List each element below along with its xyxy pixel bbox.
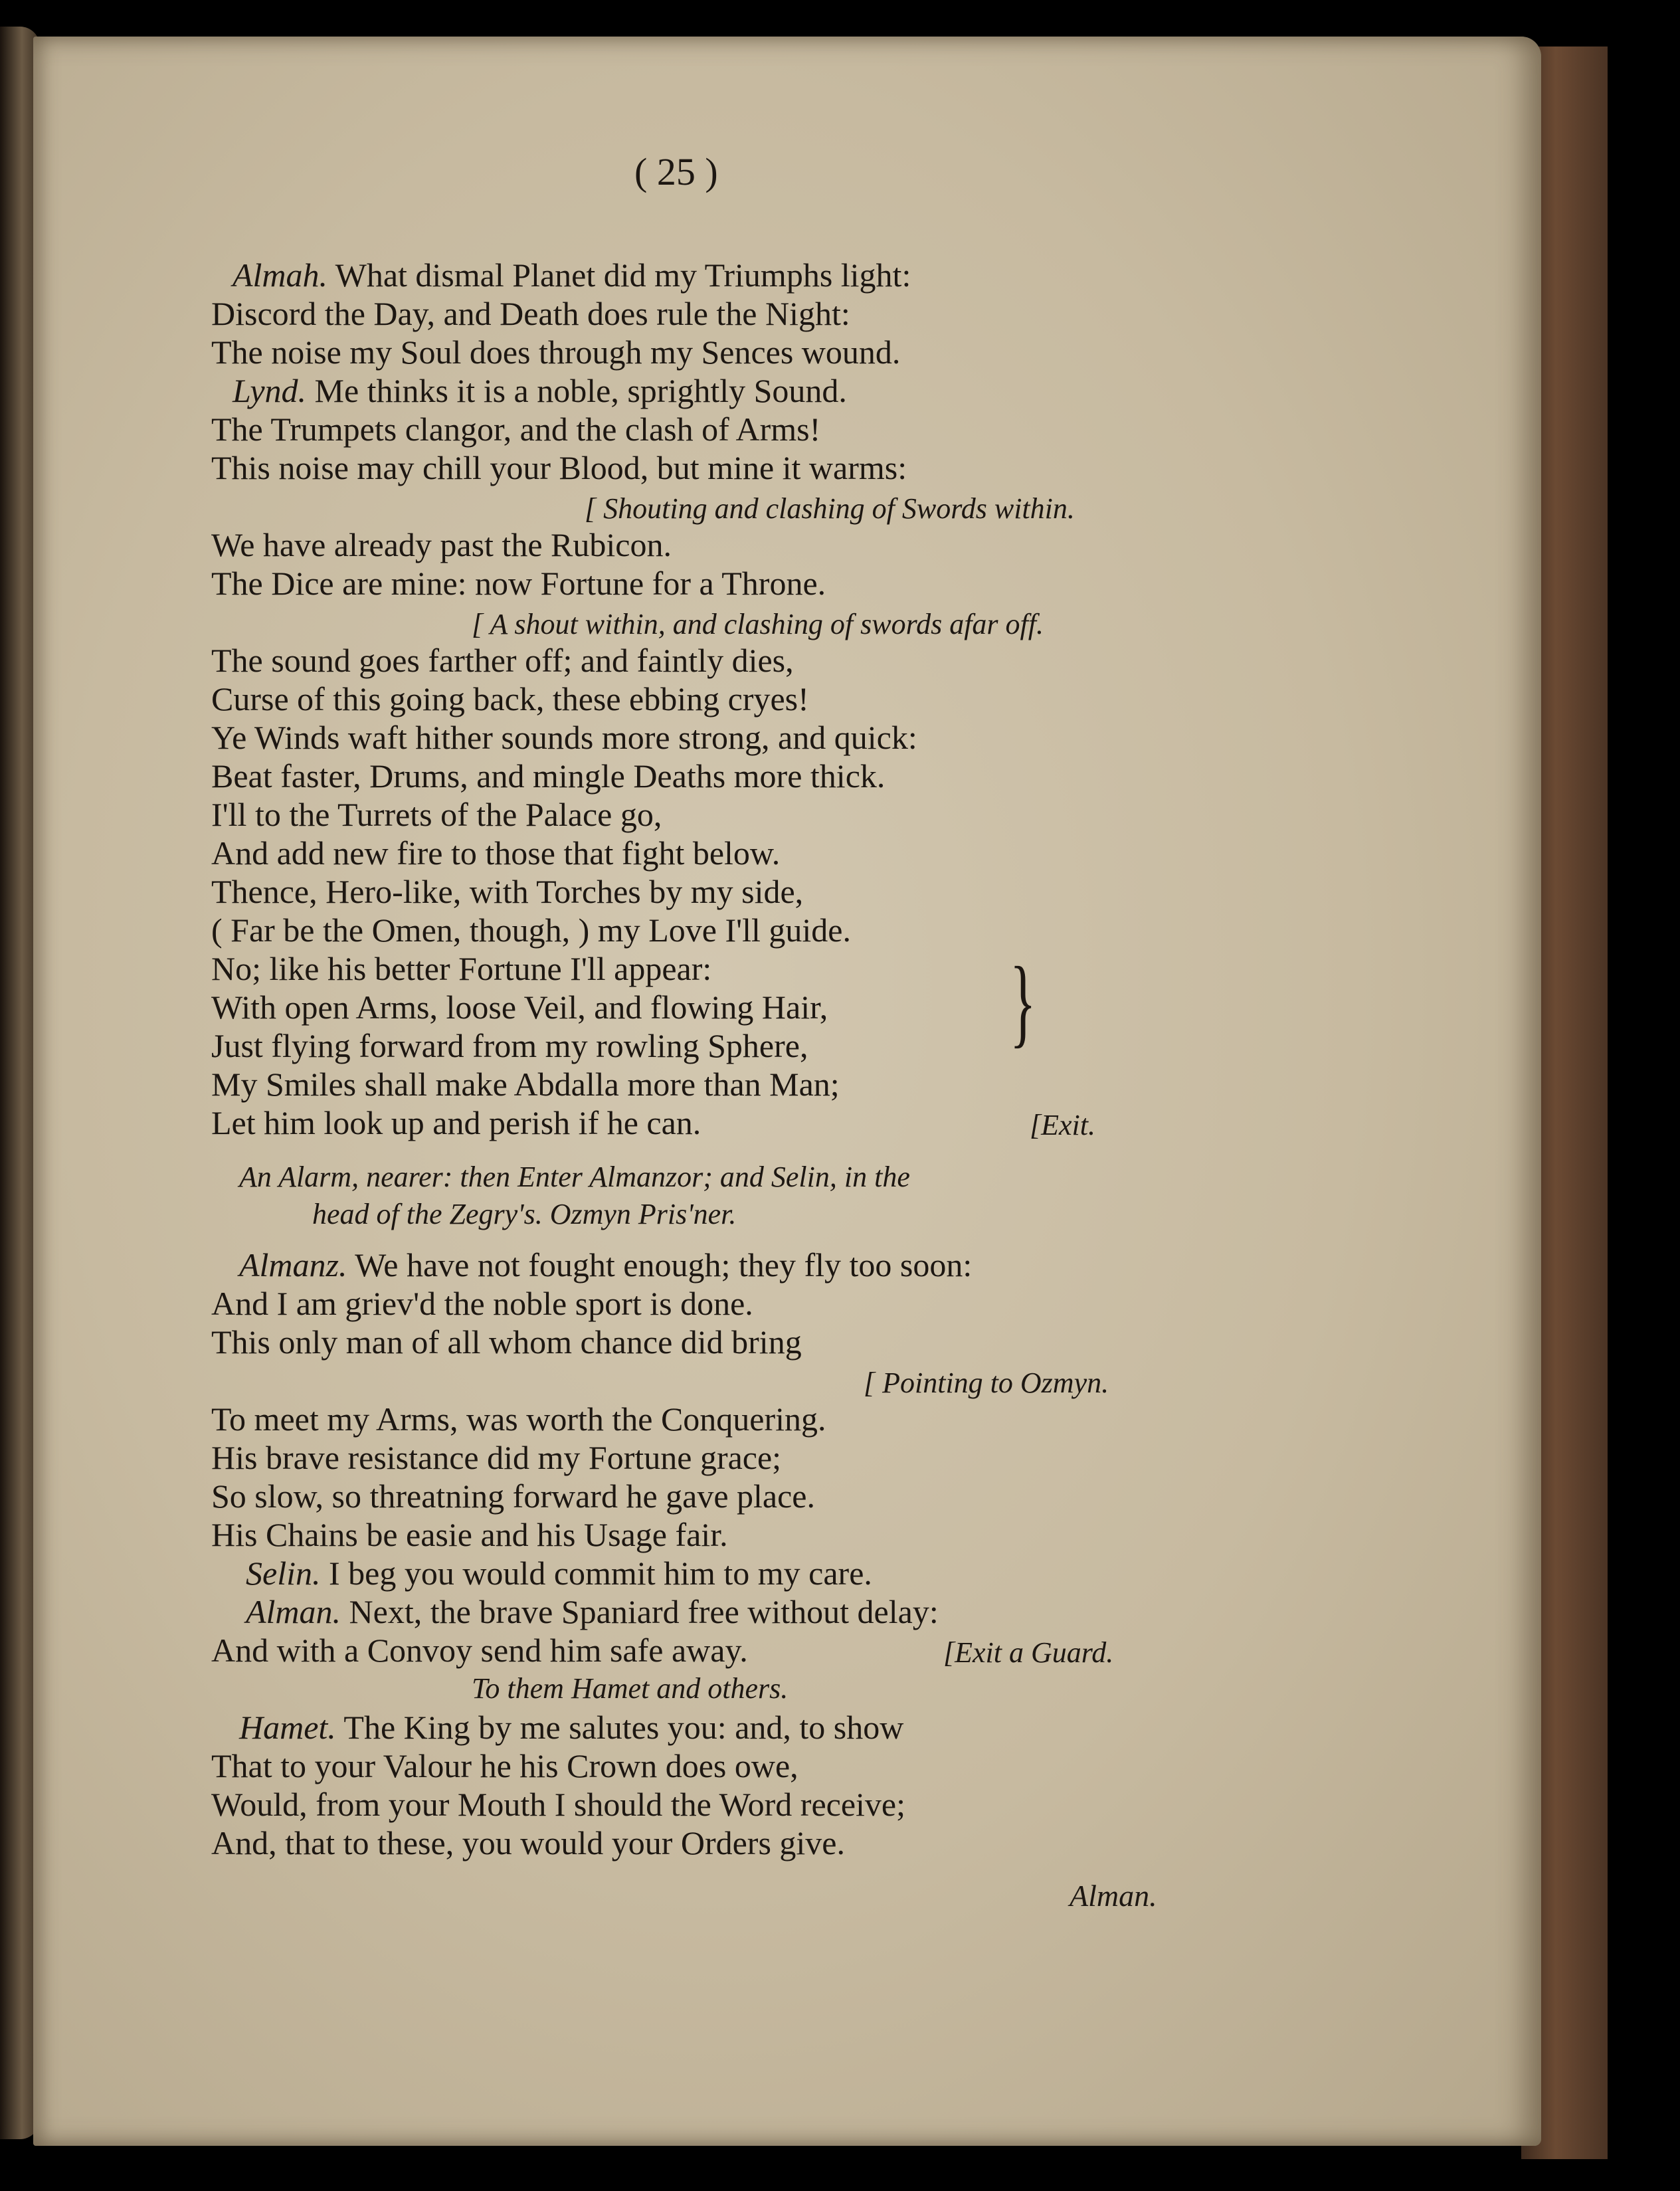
text-line [239,1708,903,1747]
text-line: No; like his better Fortune I'll appear: [211,950,712,987]
text-line: The Trumpets clangor, and the clash of Arms! [211,411,821,448]
stage-direction: head of the Zegry's. Ozmyn Pris'ner. [312,1198,737,1230]
text-line: With open Arms, loose Veil, and flowing Hair, [211,989,828,1026]
stage-direction: To them Hamet and others. [472,1672,789,1705]
text-line: And I am griev'd the noble sport is done. [211,1285,753,1322]
text-line: So slow, so threatning forward he gave place. [211,1477,815,1515]
text-line [233,256,911,294]
speaker-name: Selin. [246,1555,321,1592]
text-line: Beat faster, Drums, and mingle Deaths more thick. [211,757,886,795]
line-text: Next, the brave Spaniard free without delay: [341,1593,939,1630]
exit-direction: [Exit. [1030,1109,1095,1141]
text-line [246,1592,939,1631]
text-line: Just flying forward from my rowling Sphere, [211,1027,808,1064]
text-line: Ye Winds waft hither sounds more strong, and quick: [211,719,917,756]
text-line: And, that to these, you would your Orders give. [211,1824,846,1861]
text-line: His Chains be easie and his Usage fair. [211,1516,728,1553]
text-line: And add new fire to those that fight below. [211,834,781,872]
line-text: What dismal Planet did my Triumphs light: [327,256,911,294]
stage-direction: [ Shouting and clashing of Swords within. [585,492,1075,525]
line-text: Me thinks it is a noble, sprightly Sound. [306,372,847,409]
triplet-brace: } [1010,947,1036,1057]
catchword: Alman. [1070,1879,1157,1913]
line-text: I beg you would commit him to my care. [320,1555,872,1592]
text-line: His brave resistance did my Fortune grace; [211,1439,782,1476]
speaker-name: Almah. [233,256,328,294]
text-line: I'll to the Turrets of the Palace go, [211,796,662,833]
text-line: Would, from your Mouth I should the Word receive; [211,1786,905,1823]
text-line [246,1554,872,1592]
text-line: Let him look up and perish if he can. [211,1104,701,1141]
text-line [239,1246,972,1284]
stage-direction: [ Pointing to Ozmyn. [864,1367,1109,1399]
speaker-name: Hamet. [239,1709,336,1746]
text-line: The Dice are mine: now Fortune for a Throne. [211,565,826,602]
text-line: The noise my Soul does through my Sences wound. [211,333,901,371]
text-line: That to your Valour he his Crown does owe, [211,1747,798,1784]
text-line: My Smiles shall make Abdalla more than Man; [211,1066,840,1103]
text-line: ( Far be the Omen, though, ) my Love I'll guide. [211,911,851,949]
text-line: To meet my Arms, was worth the Conquering. [211,1400,826,1438]
exit-direction: [Exit a Guard. [943,1636,1114,1669]
book-page [33,37,1541,2146]
stage-direction: An Alarm, nearer: then Enter Almanzor; and Selin, in the [239,1161,910,1193]
text-line: We have already past the Rubicon. [211,526,672,563]
speaker-name: Alman. [246,1593,341,1630]
page-number: ( 25 ) [634,150,718,193]
text-line: Discord the Day, and Death does rule the Night: [211,295,850,332]
text-line: Thence, Hero-like, with Torches by my side, [211,873,804,910]
text-line: And with a Convoy send him safe away. [211,1632,748,1669]
text-line [233,371,847,410]
line-text: The King by me salutes you: and, to show [335,1709,904,1746]
line-text: We have not fought enough; they fly too soon: [347,1246,973,1284]
text-line: This only man of all whom chance did bring [211,1323,802,1361]
stage-direction: [ A shout within, and clashing of swords afar off. [472,608,1044,640]
speaker-name: Almanz. [239,1246,347,1284]
speaker-name: Lynd. [233,372,307,409]
text-line: Curse of this going back, these ebbing cryes! [211,680,809,717]
text-line: This noise may chill your Blood, but mine it warms: [211,449,907,486]
text-line: The sound goes farther off; and faintly dies, [211,642,794,679]
